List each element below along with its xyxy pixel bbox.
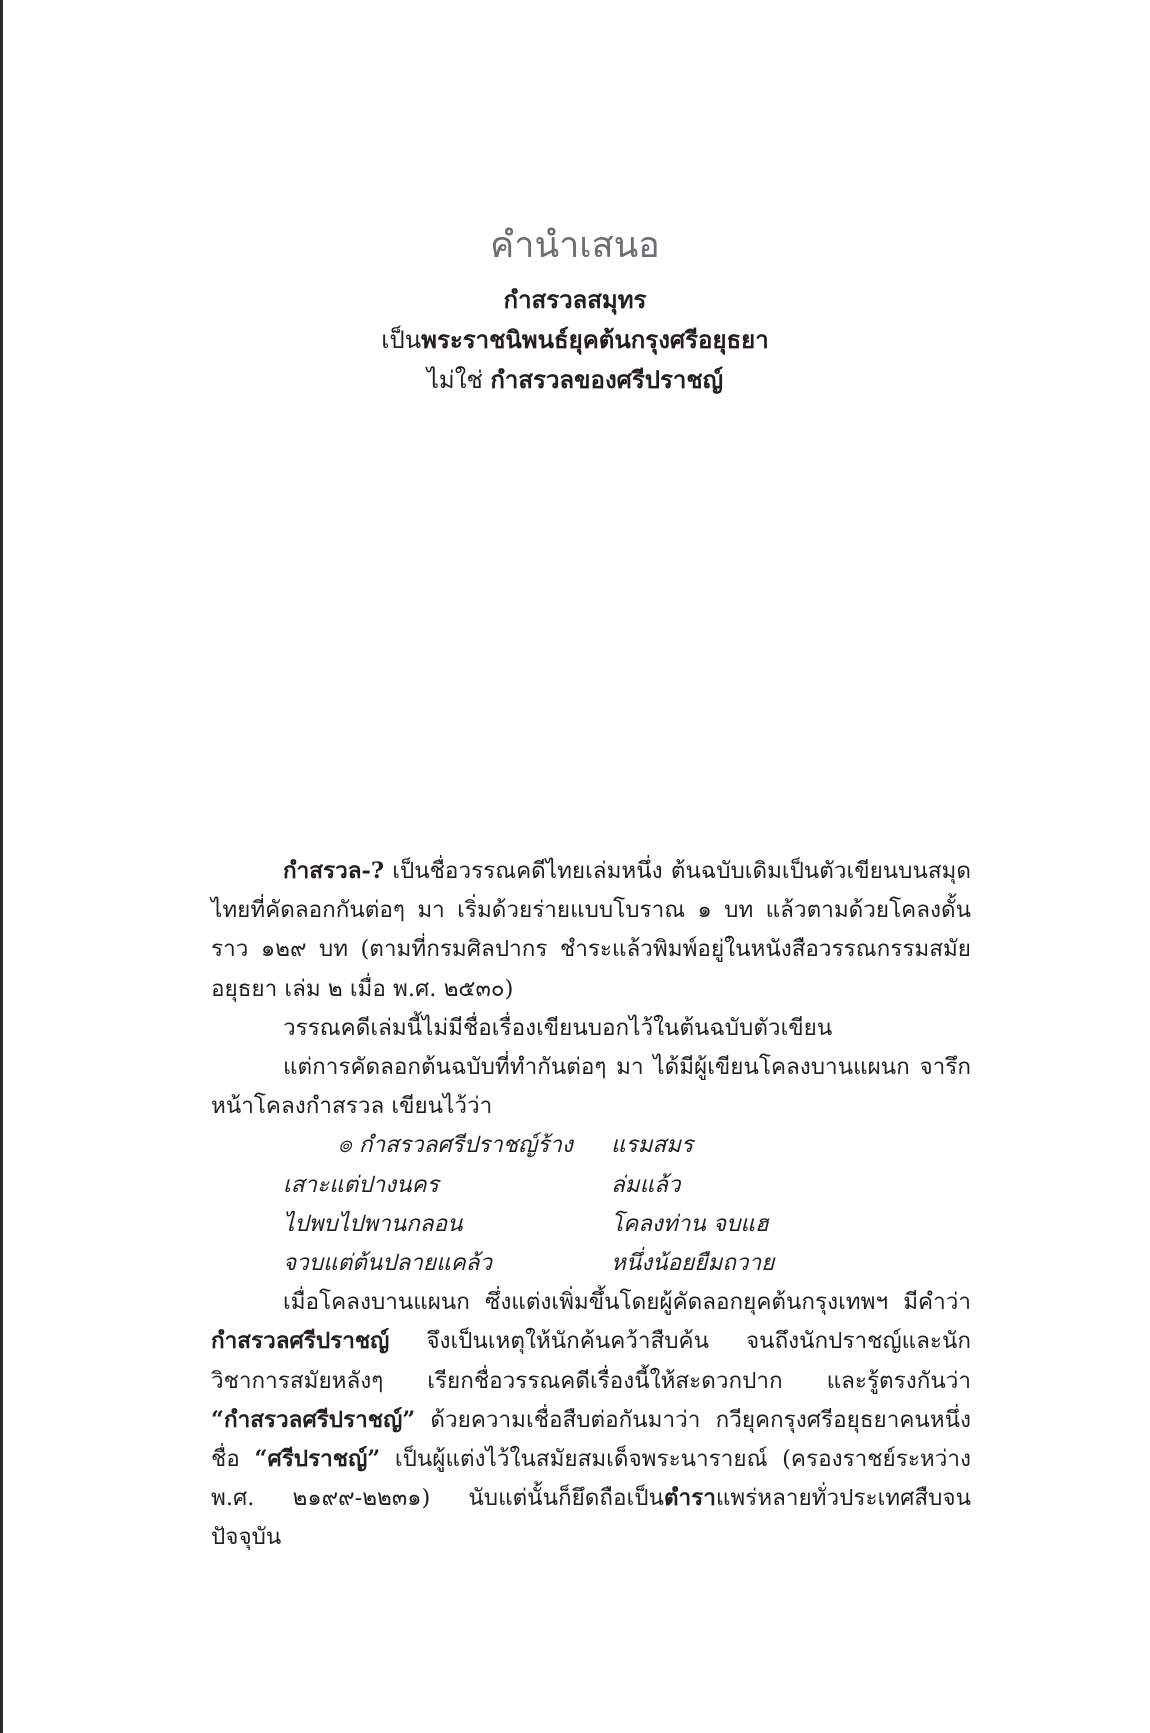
paragraph-1 <box>211 852 971 1009</box>
paragraph-2: วรรณคดีเล่มนี้ไม่มีชื่อเรื่องเขียนบอกไว้ในต้นฉบับตัวเขียน <box>283 1014 833 1041</box>
paragraph-1-text: เป็นชื่อวรรณคดีไทยเล่มหนึ่ง ต้นฉบับเดิมเป็นตัวเขียนบนสมุดไทยที่คัดลอกกันต่อๆ มา เริ่มด้วยร่ายแบบโบราณ ๑ บท แล้วตามด้วยโคลงดั้นราว ๑๒๙ บท (ตามที่กรมศิลปากร ชำระแล้วพิมพ์อยู่ในหนังสือวรรณกรรมสมัยอยุธยา เล่ม ๒ เมื่อ พ.ศ. ๒๕๓๐) <box>211 858 971 1002</box>
paragraph-4-bold-3: “ศรีปราชญ์” <box>254 1446 381 1473</box>
poem-line-second-half: โคลงท่าน จบแฮ <box>611 1210 769 1237</box>
paragraph-4-text-c: ด้วยความเชื่อสืบต่อกันมาว่า กวียุคกรุงศรีอยุธยาคนหนึ่งชื่อ <box>211 1406 971 1473</box>
header-line-2-prefix: เป็น <box>381 326 422 354</box>
paragraph-4-bold-1: กำสรวลศรีปราชญ์ <box>211 1328 390 1355</box>
poem-line <box>211 1126 971 1165</box>
poem-line-second-half: แรมสมร <box>611 1132 694 1159</box>
paragraph-4-text-e: แพร่หลายทั่วประเทศสืบจนปัจจุบัน <box>211 1485 971 1551</box>
header-line-2-bold: พระราชนิพนธ์ยุคต้นกรุงศรีอยุธยา <box>421 325 769 354</box>
paragraph-3: แต่การคัดลอกต้นฉบับที่ทำกันต่อๆ มา ได้มีผู้เขียนโคลงบานแผนก จารึกหน้าโคลงกำสรวล เขียนไว้ว่า <box>211 1054 971 1120</box>
header-line-3 <box>0 360 1150 400</box>
poem-line <box>211 1166 971 1205</box>
header-line-3-prefix: ไม่ใช่ <box>426 366 491 394</box>
poem-line-second-half: หนึ่งน้อยยืมถวาย <box>611 1250 775 1277</box>
paragraph-4-bold-4: ตำรา <box>663 1485 716 1512</box>
paragraph-4-text-b: จึงเป็นเหตุให้นักค้นคว้าสืบค้น จนถึงนักปราชญ์และนักวิชาการสมัยหลังๆ เรียกชื่อวรรณคดีเรื่องนี้ให้สะดวกปาก และรู้ตรงกันว่า <box>211 1328 971 1394</box>
poem-line-first-half: จวบแต่ต้นปลายแคล้ว <box>283 1250 493 1277</box>
header-line-1-bold: กำสรวลสมุทร <box>503 285 647 314</box>
poem-line <box>211 1205 971 1244</box>
page-title: คำนำเสนอ <box>490 225 660 266</box>
poem-line-first-half: ไปพบไปพานกลอน <box>283 1210 463 1237</box>
header-line-1 <box>0 280 1150 320</box>
page-header <box>0 222 1150 400</box>
poem-line-second-half: ล่มแล้ว <box>611 1171 681 1198</box>
poem-line <box>211 1244 971 1283</box>
paragraph-1-bold: กำสรวล-? <box>283 858 385 884</box>
paragraph-4 <box>211 1283 971 1557</box>
body-text <box>211 852 971 1558</box>
paragraph-4-text-d: เป็นผู้แต่งไว้ในสมัยสมเด็จพระนารายณ์ (ครองราชย์ระหว่าง พ.ศ. ๒๑๙๙-๒๒๓๑) นับแต่นั้นก็ยึดถือเป็น <box>211 1446 972 1512</box>
paragraph-4-text-a: เมื่อโคลงบานแผนก ซึ่งแต่งเพิ่มขึ้นโดยผู้คัดลอกยุคต้นกรุงเทพฯ มีคำว่า <box>283 1289 971 1316</box>
paragraph-4-bold-2: “กำสรวลศรีปราชญ์” <box>211 1406 416 1433</box>
header-line-2 <box>0 320 1150 360</box>
header-line-3-bold: กำสรวลของศรีปราชญ์ <box>490 365 724 394</box>
poem-line-first-half: เสาะแต่ปางนคร <box>283 1171 439 1198</box>
poem-block <box>211 1126 971 1283</box>
poem-line-first-half: ๏ กำสรวลศรีปราชญ์ร้าง <box>338 1132 573 1159</box>
